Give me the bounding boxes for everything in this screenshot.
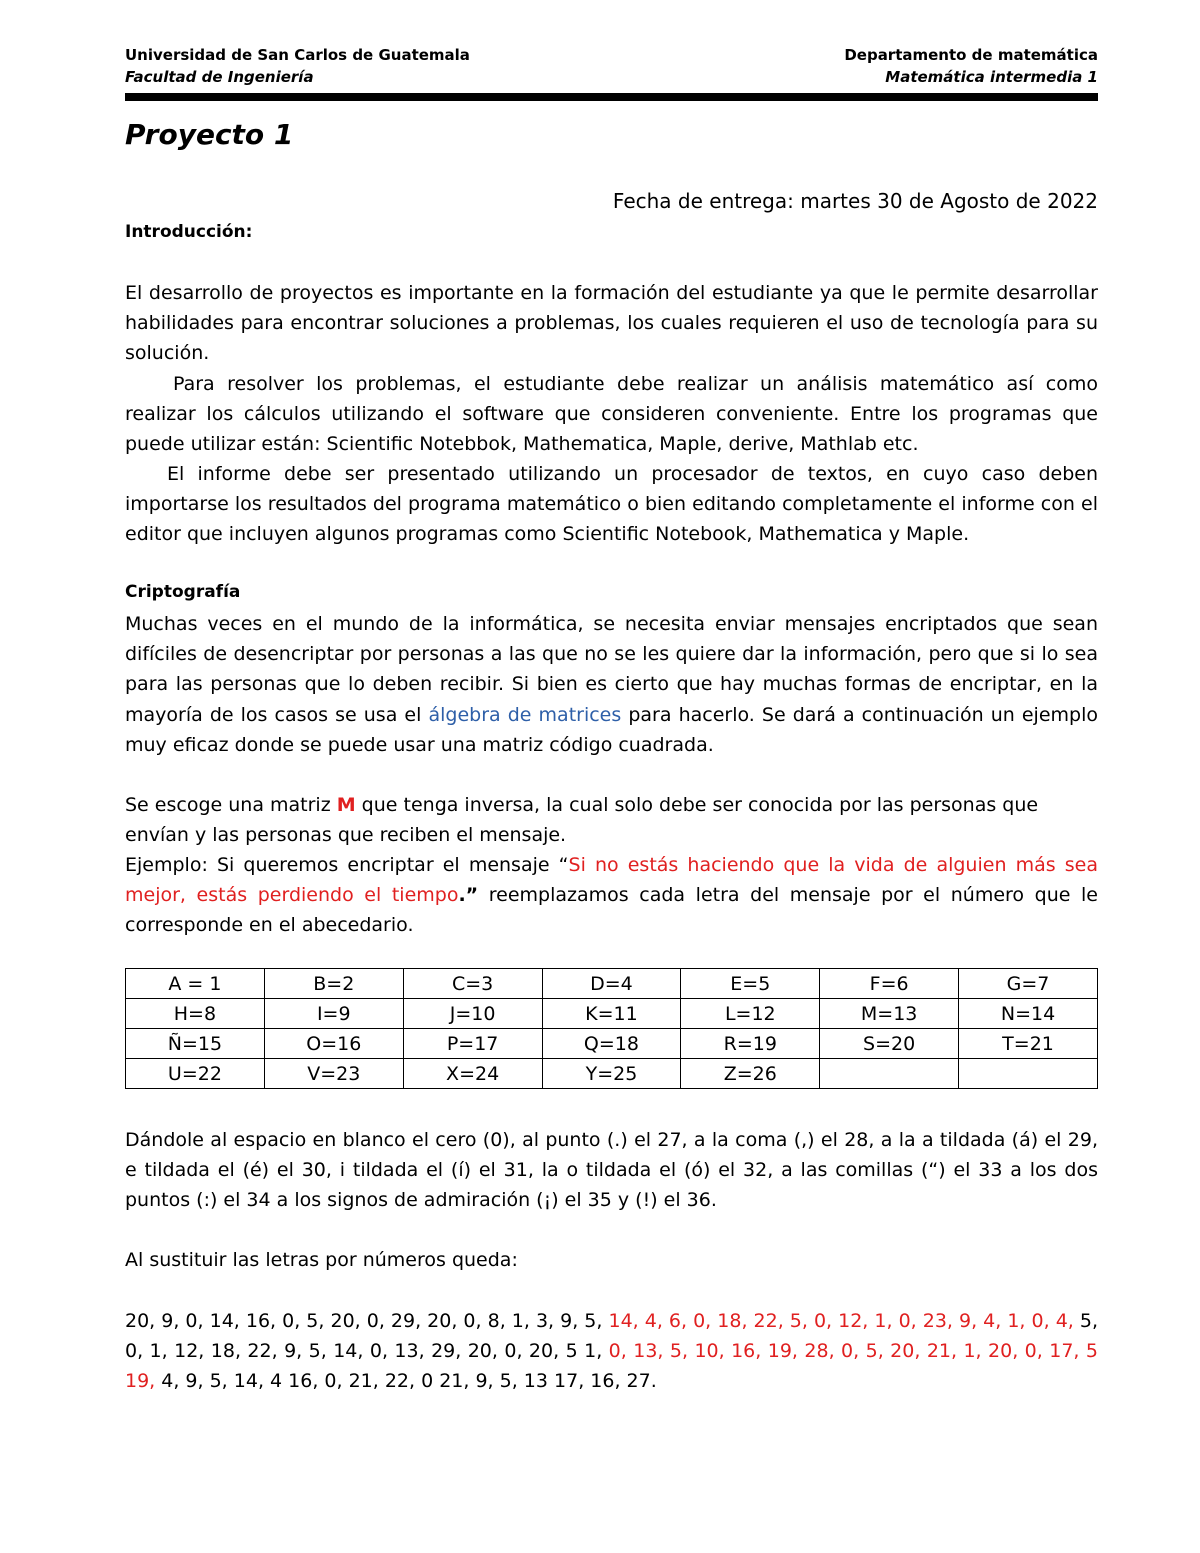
table-cell: P=17: [403, 1029, 542, 1059]
table-cell: Y=25: [542, 1059, 681, 1089]
page-header: [125, 44, 1098, 88]
table-cell: F=6: [820, 969, 959, 999]
table-cell: A = 1: [126, 969, 265, 999]
special-characters-paragraph: Dándole al espacio en blanco el cero (0), al punto (.) el 27, a la coma (,) el 28, a la a tildada (á) el 29, e tildada el (é) el 30, i tildada el (í) el 31, la o tildada el (ó) el 32, a las comillas (“) el 33 a los dos puntos (:) el 34 a los signos de admiración (¡) el 35 y (!) el 36.: [125, 1129, 1098, 1212]
table-cell: S=20: [820, 1029, 959, 1059]
table-cell: L=12: [681, 999, 820, 1029]
table-cell: G=7: [959, 969, 1098, 999]
table-cell: J=10: [403, 999, 542, 1029]
department-name: Departamento de matemática: [844, 46, 1098, 64]
intro-paragraph-3: El informe debe ser presentado utilizando un procesador de textos, en cuyo caso deben importarse los resultados del programa matemático o bien editando completamente el informe con el editor que incluyen algunos programas como Scientific Notebook, Mathematica y Maple.: [125, 463, 1098, 546]
encoded-numbers: [125, 1306, 1098, 1397]
table-row: [126, 969, 1098, 999]
table-cell: U=22: [126, 1059, 265, 1089]
table-cell: [820, 1059, 959, 1089]
quote-close: .”: [458, 884, 479, 907]
intro-paragraph-1: El desarrollo de proyectos es importante en la formación del estudiante ya que le permite desarrollar habilidades para encontrar soluciones a problemas, los cuales requieren el uso de tecnología para su solución.: [125, 282, 1098, 365]
code-segment-black-3: 4, 9, 5, 14, 4 16, 0, 21, 22, 0 21, 9, 5, 13 17, 16, 27.: [155, 1370, 657, 1393]
table-cell: Z=26: [681, 1059, 820, 1089]
matrix-algebra-link[interactable]: álgebra de matrices: [428, 703, 622, 726]
university-name: Universidad de San Carlos de Guatemala: [125, 46, 470, 64]
table-cell: V=23: [264, 1059, 403, 1089]
quote-open: “: [558, 854, 569, 876]
example-message: Si no estás haciendo que la vida de alguien más sea mejor, estás perdiendo el tiempo: [125, 854, 1098, 907]
table-cell: T=21: [959, 1029, 1098, 1059]
table-cell: X=24: [403, 1059, 542, 1089]
code-segment-red-1: 14, 4, 6, 0, 18, 22, 5, 0, 12, 1, 0, 23, 9, 4, 1, 0, 4,: [608, 1310, 1074, 1332]
crypto-p3-text-b: reemplazamos cada letra del mensaje por el número que le corresponde en el abecedario.: [125, 884, 1098, 937]
intro-paragraph-2: Para resolver los problemas, el estudiante debe realizar un análisis matemático así como realizar los cálculos utilizando el software que consideren conveniente. Entre los programas que puede utilizar están: Scientific Notebbok, Mathematica, Maple, derive, Mathlab etc.: [125, 373, 1098, 456]
faculty-name: Facultad de Ingeniería: [125, 68, 314, 86]
code-segment-red-2: 0, 13, 5, 10, 16, 19, 28, 0, 5, 20, 21, 1, 20, 0, 17, 5 19,: [125, 1340, 1098, 1393]
table-cell: H=8: [126, 999, 265, 1029]
crypto-p1-text-a: Muchas veces en el mundo de la informática, se necesita enviar mensajes encriptados que sean difíciles de desencriptar por personas a las que no se les quiere dar la información, pero que si lo sea para las personas que lo deben recibir. Si bien es cierto que hay muchas formas de encriptar, en la mayoría de los casos se usa el: [125, 613, 1098, 726]
crypto-paragraph-3: [125, 850, 1098, 941]
due-date: Fecha de entrega: martes 30 de Agosto de 2022: [612, 189, 1098, 213]
crypto-paragraph-2: [125, 790, 1065, 850]
matrix-m-label: M: [336, 794, 356, 816]
crypto-p2-text-b: que tenga inversa, la cual solo debe ser conocida por las personas que envían y las personas que reciben el mensaje.: [125, 794, 1039, 847]
table-cell: M=13: [820, 999, 959, 1029]
table-cell: O=16: [264, 1029, 403, 1059]
table-cell: R=19: [681, 1029, 820, 1059]
table-cell: K=11: [542, 999, 681, 1029]
crypto-p3-text-a: Ejemplo: Si queremos encriptar el mensaje: [125, 854, 559, 876]
crypto-paragraph-1: [125, 609, 1098, 760]
table-cell: D=4: [542, 969, 681, 999]
crypto-p1-text-b: para hacerlo. Se dará a continuación un ejemplo muy eficaz donde se puede usar una matriz código cuadrada.: [125, 703, 1098, 756]
table-cell: B=2: [264, 969, 403, 999]
header-divider: [125, 93, 1098, 101]
page-title: Proyecto 1: [125, 118, 294, 151]
substitution-label: Al sustituir las letras por números queda:: [125, 1249, 518, 1271]
code-segment-black-2: 5, 0, 1, 12, 18, 22, 9, 5, 14, 0, 13, 29, 20, 0, 20, 5 1,: [125, 1310, 1099, 1363]
table-cell: C=3: [403, 969, 542, 999]
intro-heading: Introducción:: [125, 222, 253, 242]
table-row: [126, 999, 1098, 1029]
course-name: Matemática intermedia 1: [885, 68, 1098, 86]
alphabet-table: [125, 968, 1098, 1089]
table-row: [126, 1059, 1098, 1089]
code-segment-black-1: 20, 9, 0, 14, 16, 0, 5, 20, 0, 29, 20, 0, 8, 1, 3, 9, 5,: [125, 1310, 609, 1332]
table-cell: Ñ=15: [126, 1029, 265, 1059]
crypto-p2-text-a: Se escoge una matriz: [125, 794, 337, 816]
table-cell: E=5: [681, 969, 820, 999]
crypto-heading: Criptografía: [125, 582, 241, 602]
table-cell: N=14: [959, 999, 1098, 1029]
table-cell: I=9: [264, 999, 403, 1029]
table-row: [126, 1029, 1098, 1059]
table-cell: [959, 1059, 1098, 1089]
table-cell: Q=18: [542, 1029, 681, 1059]
